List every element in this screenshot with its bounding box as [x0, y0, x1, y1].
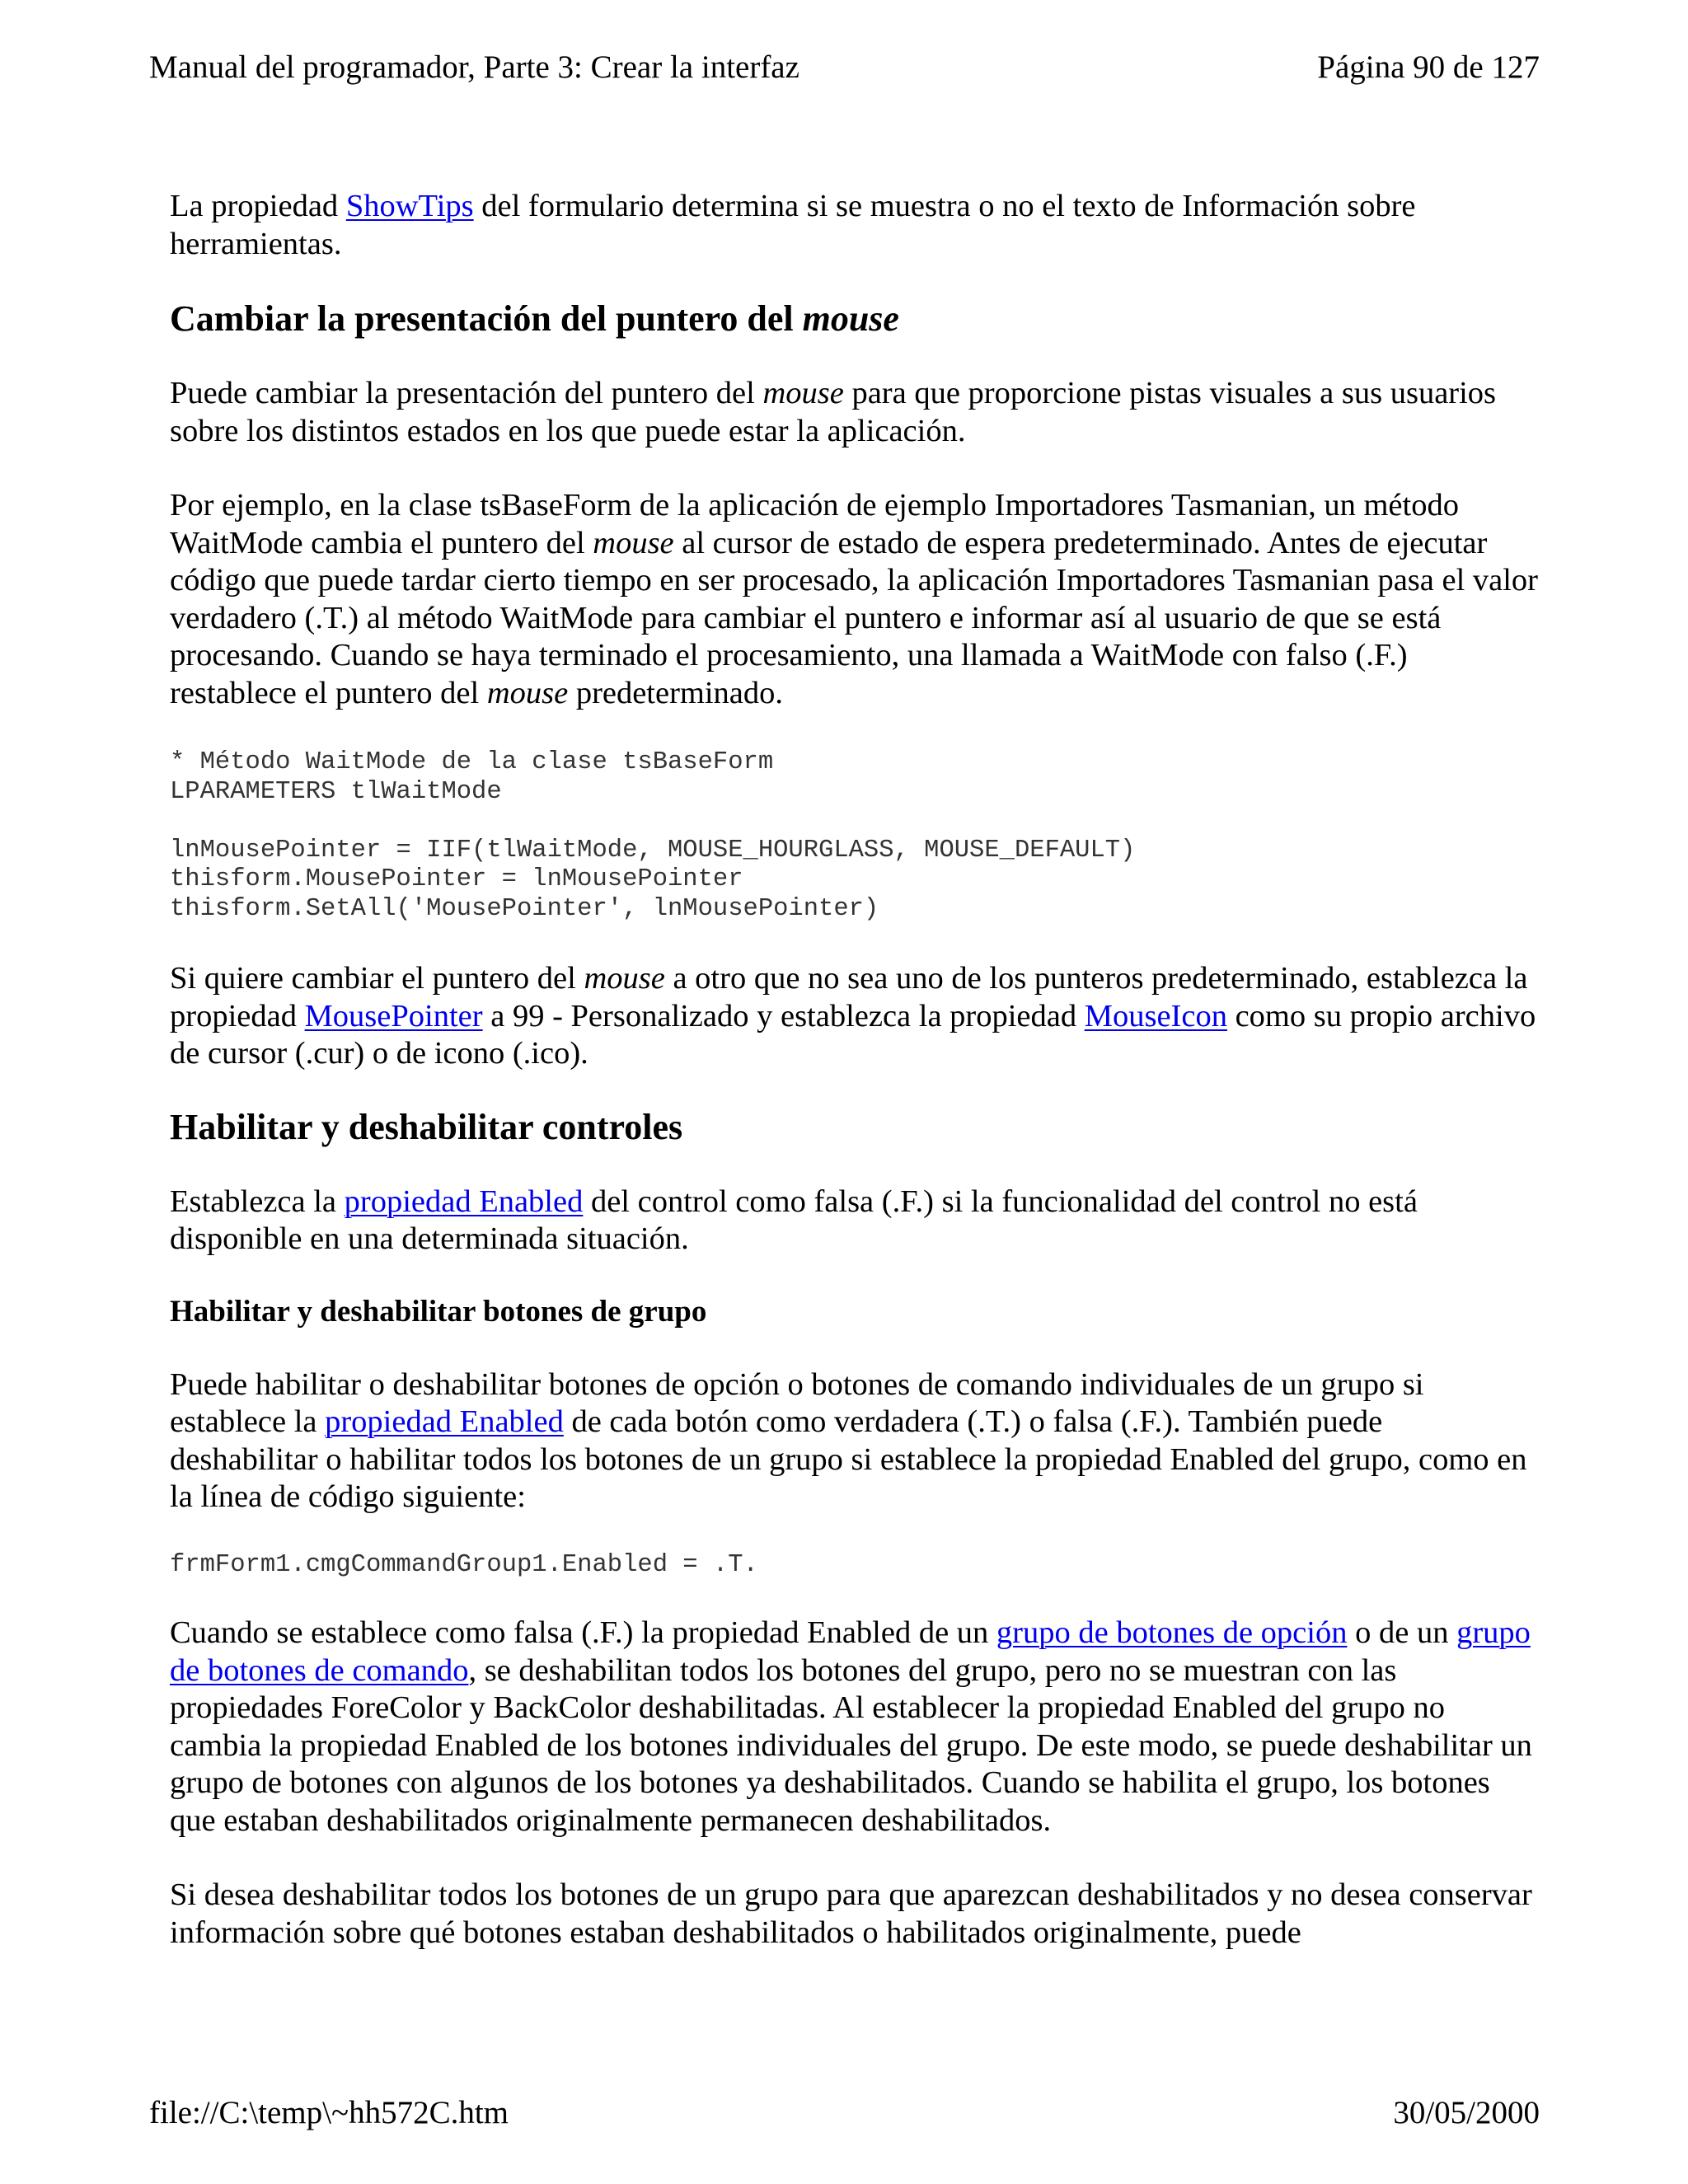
link-enabled-property-2[interactable]: propiedad Enabled	[325, 1404, 564, 1439]
page-header	[149, 48, 1540, 87]
link-command-group[interactable]: grupo de botones de comando	[170, 1615, 1531, 1688]
link-mouseicon[interactable]: MouseIcon	[1084, 998, 1227, 1033]
heading-mouse-pointer: Cambiar la presentación del puntero del mouse	[170, 298, 899, 339]
paragraph-disable-all: Si desea deshabilitar todos los botones de un grupo para que aparezcan deshabilitados y no desea conservar información sobre qué botones estaban deshabilitados o habilitados originalmente, puede	[170, 1877, 1532, 1950]
footer-date: 30/05/2000	[1393, 2095, 1540, 2130]
heading-enable-controls: Habilitar y deshabilitar controles	[170, 1106, 683, 1147]
paragraph-custom-pointer: Si quiere cambiar el puntero del mouse a otro que no sea uno de los punteros predeterminado, establezca la propiedad MousePointer a 99 - Personalizado y establezca la propiedad MouseIcon como su propio archivo de cursor (.cur) o de icono (.ico).	[170, 961, 1536, 1071]
code-block-waitmode: * Método WaitMode de la clase tsBaseForm LPARAMETERS tlWaitMode lnMousePointer = IIF(tlWaitMode, MOUSE_HOURGLASS, MOUSE_DEFAULT) thisform.MousePointer = lnMousePointer thisform.SetAll('MousePointer', lnMousePointer)	[170, 748, 1136, 923]
paragraph-showtips: La propiedad ShowTips del formulario determina si se muestra o no el texto de Información sobre herramientas.	[170, 189, 1416, 261]
subheading-group-buttons: Habilitar y deshabilitar botones de grupo	[170, 1294, 707, 1329]
link-showtips[interactable]: ShowTips	[345, 189, 474, 223]
document-content	[170, 188, 1538, 1952]
footer-file-path: file://C:\temp\~hh572C.htm	[149, 2095, 509, 2130]
page-footer	[149, 2093, 1540, 2133]
link-mousepointer[interactable]: MousePointer	[304, 998, 483, 1033]
paragraph-group-disabled: Cuando se establece como falsa (.F.) la propiedad Enabled de un grupo de botones de opción o de un grupo de botones de comando, se deshabilitan todos los botones del grupo, pero no se muestran con las propiedades ForeColor y BackColor deshabilitadas. Al establecer la propiedad Enabled del grupo no cambia la propiedad Enabled de los botones individuales del grupo. De este modo, se puede deshabilitar un grupo de botones con algunos de los botones ya deshabilitados. Cuando se habilita el grupo, los botones que estaban deshabilitados originalmente permanecen deshabilitados.	[170, 1615, 1532, 1838]
code-block-enabled: frmForm1.cmgCommandGroup1.Enabled = .T.	[170, 1550, 758, 1579]
paragraph-mouse-intro: Puede cambiar la presentación del puntero del mouse para que proporcione pistas visuales a sus usuarios sobre los distintos estados en los que puede estar la aplicación.	[170, 376, 1497, 448]
header-page-number: Página 90 de 127	[1317, 49, 1540, 85]
paragraph-group-buttons: Puede habilitar o deshabilitar botones de opción o botones de comando individuales de un grupo si establece la propiedad Enabled de cada botón como verdadera (.T.) o falsa (.F.). También puede deshabilitar o habilitar todos los botones de un grupo si establece la propiedad Enabled del grupo, como en la línea de código siguiente:	[170, 1366, 1527, 1514]
paragraph-waitmode-example: Por ejemplo, en la clase tsBaseForm de la aplicación de ejemplo Importadores Tasmanian, un método WaitMode cambia el puntero del mouse al cursor de estado de espera predeterminado. Antes de ejecutar código que puede tardar cierto tiempo en ser procesado, la aplicación Importadores Tasmanian pasa el valor verdadero (.T.) al método WaitMode para cambiar el puntero e informar así al usuario de que se está procesando. Cuando se haya terminado el procesamiento, una llamada a WaitMode con falso (.F.) restablece el puntero del mouse predeterminado.	[170, 488, 1538, 710]
paragraph-enabled-property: Establezca la propiedad Enabled del control como falsa (.F.) si la funcionalidad del control no está disponible en una determinada situación.	[170, 1183, 1418, 1256]
header-title: Manual del programador, Parte 3: Crear la interfaz	[149, 49, 799, 85]
link-option-group[interactable]: grupo de botones de opción	[996, 1615, 1348, 1650]
link-enabled-property[interactable]: propiedad Enabled	[344, 1183, 584, 1219]
